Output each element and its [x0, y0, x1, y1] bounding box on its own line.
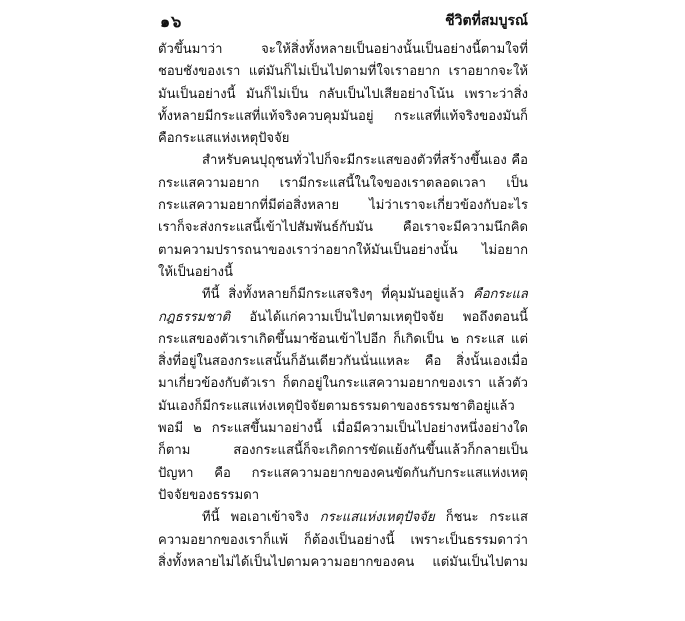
text-line: สิ่งทั้งหลายไม่ได้เป็นไปตามความอยากของคน แต่มันเป็นไปตาม: [158, 554, 528, 570]
paragraph-2: [158, 150, 528, 284]
text-line: สำหรับคนปุถุชนทั่วไปก็จะมีกระแสของตัวที่สร้างขึ้นเอง คือ: [202, 153, 528, 169]
paragraph-4: [158, 507, 528, 574]
text-line: เราก็จะส่งกระแสนี้เข้าไปสัมพันธ์กับมัน คือเราจะมีความนึกคิด: [158, 220, 528, 236]
text-line: สิ่งที่อยู่ในสองกระแสนั้นก็อันเดียวกันนั่นแหละ คือ สิ่งนั้นเองเมื่อ: [158, 354, 528, 370]
text-line: กระแสของตัวเราเกิดขึ้นมาซ้อนเข้าไปอีก ก็เกิดเป็น ๒ กระแส แต่: [158, 331, 528, 347]
text-line: คือกระแสแห่งเหตุปัจจัย: [158, 131, 290, 147]
book-page: [158, 8, 528, 614]
text-line: ตัวขึ้นมาว่า จะให้สิ่งทั้งหลายเป็นอย่างนั้นเป็นอย่างนี้ตามใจที่: [158, 42, 528, 57]
text-line: พอมี ๒ กระแสขึ้นมาอย่างนี้ เมื่อมีความเป็นไปอย่างหนึ่งอย่างใด: [158, 421, 528, 437]
italic-term: กระแสแห่งเหตุปัจจัย: [319, 510, 435, 526]
text-line: ปัญหา คือ กระแสความอยากของคนขัดกันกับกระแสแห่งเหตุ: [158, 465, 528, 481]
paragraph-3: [158, 284, 528, 507]
text-line: ก็ตาม สองกระแสนี้ก็จะเกิดการขัดแย้งกันขึ้นแล้วก็กลายเป็น: [158, 443, 528, 459]
text-line: ปัจจัยของธรรมดา: [158, 487, 260, 503]
text-line: [158, 284, 528, 306]
text-line: [158, 307, 528, 329]
italic-term: คือกระแส: [472, 287, 528, 303]
text-line: ชอบชังของเรา แต่มันก็ไม่เป็นไปตามที่ใจเราอยาก เราอยากจะให้: [158, 64, 528, 80]
text-line: มาเกี่ยวข้องกับตัวเรา ก็ตกอยู่ในกระแสความอยากของเรา แล้วตัว: [158, 376, 528, 392]
text-line: ทั้งหลายมีกระแสที่แท้จริงควบคุมมันอยู่ กระแสที่แท้จริงของมันก็: [158, 108, 528, 124]
italic-term: กฎธรรมชาติ: [158, 309, 231, 325]
text-line: [158, 507, 528, 529]
page-header: [158, 8, 528, 35]
text-line: กระแสความอยากที่มีต่อสิ่งหลาย ไม่ว่าเราจะเกี่ยวข้องกับอะไร: [158, 198, 528, 214]
text-run: ทีนี้ พอเอาเข้าจริง: [202, 510, 320, 526]
text-line: กระแสความอยาก เรามีกระแสนี้ในใจของเราตลอดเวลา เป็น: [158, 175, 528, 191]
text-run: ทีนี้ สิ่งทั้งหลายก็มีกระแสจริงๆ ที่คุมมันอยู่แล้ว: [202, 287, 473, 303]
page-number: ๑๖: [160, 12, 183, 31]
text-line: ตามความปรารถนาของเราว่าอยากให้มันเป็นอย่างนั้น ไม่อยาก: [158, 242, 528, 258]
running-title: ชีวิตที่สมบูรณ์: [445, 13, 528, 29]
text-line: มันเองก็มีกระแสแห่งเหตุปัจจัยตามธรรมดาของธรรมชาติอยู่แล้ว: [158, 398, 515, 414]
text-line: มันเป็นอย่างนี้ มันก็ไม่เป็น กลับเป็นไปเสียอย่างโน้น เพราะว่าสิ่ง: [158, 86, 528, 102]
page-body: [158, 39, 528, 574]
paragraph-1: [158, 39, 528, 150]
text-line: ความอยากของเราก็แพ้ ก็ต้องเป็นอย่างนี้ เพราะเป็นธรรมดาว่า: [158, 532, 528, 548]
text-run: อันได้แก่ความเป็นไปตามเหตุปัจจัย พอถึงตอนนี้: [230, 309, 528, 325]
text-line: ให้เป็นอย่างนี้: [158, 264, 233, 280]
text-run: ก็ชนะ กระแส: [434, 510, 528, 526]
